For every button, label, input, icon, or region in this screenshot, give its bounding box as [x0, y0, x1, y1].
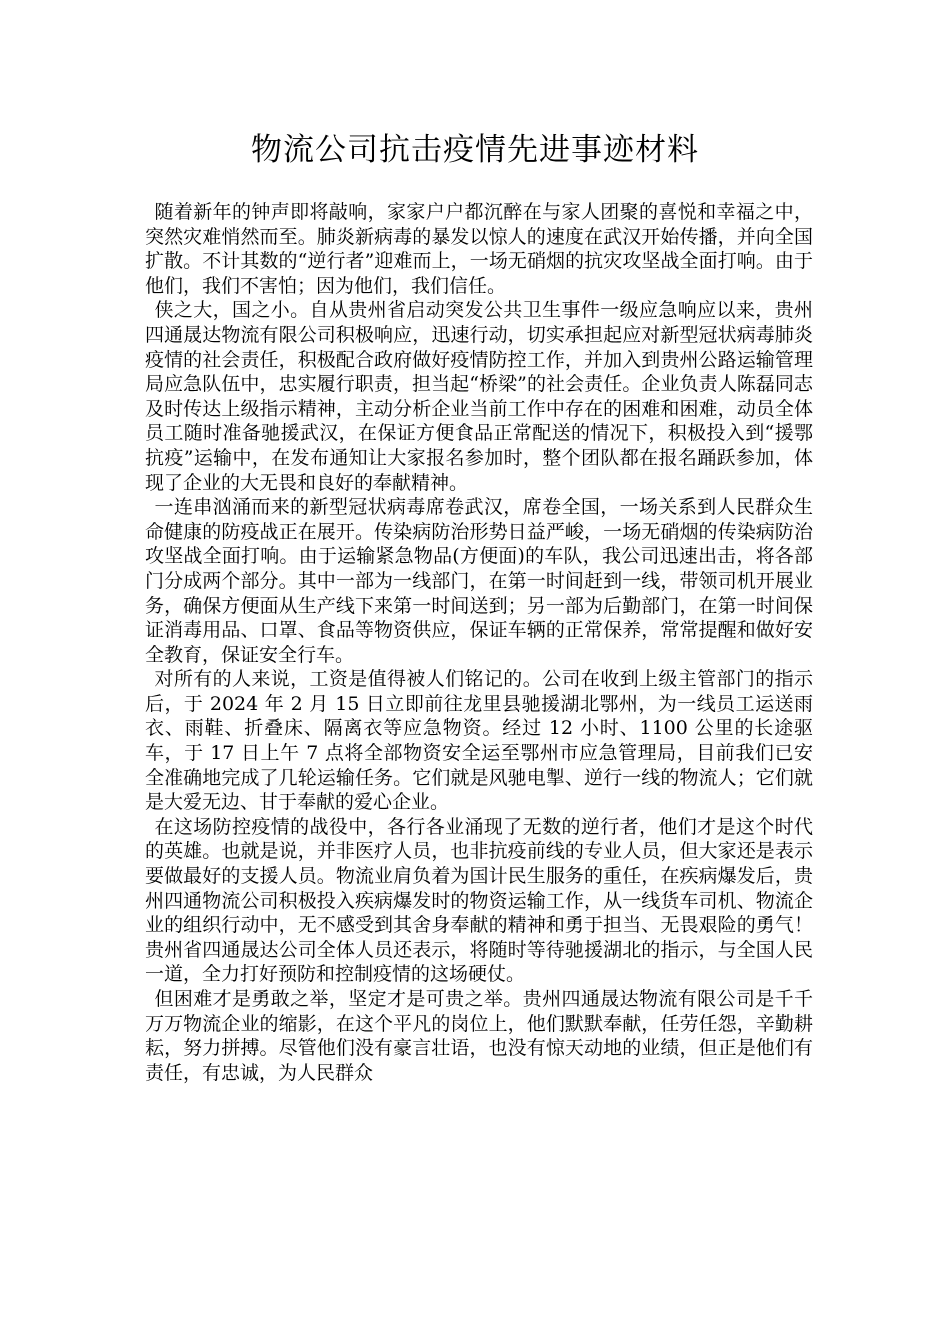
paragraph-5: 在这场防控疫情的战役中，各行各业涌现了无数的逆行者，他们才是这个时代的英雄。也就是说，并非医疗人员，也非抗疫前线的专业人员，但大家还是表示要做最好的支援人员。物流业肩负着为国计民生服务的重任，在疾病爆发后，贵州四通物流公司积极投入疾病爆发时的物资运输工作，从一线货车司机、物流企业的组织行动中，无不感受到其舍身奉献的精神和勇于担当、无畏艰险的勇气！贵州省四通晟达公司全体人员还表示，将随时等待驰援湖北的指示，与全国人民一道，全力打好预防和控制疫情的这场硬仗。 [145, 815, 813, 986]
document-title: 物流公司抗击疫情先进事迹材料 [251, 132, 699, 168]
paragraph-6: 但困难才是勇敢之举，坚定才是可贵之举。贵州四通晟达物流有限公司是千千万万物流企业的缩影，在这个平凡的岗位上，他们默默奉献，任劳任怨，辛勤耕耘，努力拼搏。尽管他们没有豪言壮语，也没有惊天动地的业绩，但正是他们有责任，有忠诚，为人民群众 [145, 988, 813, 1084]
document-body [145, 200, 813, 1085]
paragraph-4: 对所有的人来说，工资是值得被人们铭记的。公司在收到上级主管部门的指示后，于 2024 年 2 月 15 日立即前往龙里县驰援湖北鄂州，为一线员工运送雨衣、雨鞋、折叠床、隔离衣等应急物资。经过 12 小时、1100 公里的长途驱车，于 17 日上午 7 点将全部物资安全运至鄂州市应急管理局，目前我们已安全准确地完成了几轮运输任务。它们就是风驰电掣、逆行一线的物流人；它们就是大爱无边、甘于奉献的爱心企业。 [145, 668, 813, 814]
paragraph-2: 侠之大，国之小。自从贵州省启动突发公共卫生事件一级应急响应以来，贵州四通晟达物流有限公司积极响应，迅速行动，切实承担起应对新型冠状病毒肺炎疫情的社会责任，积极配合政府做好疫情防控工作，并加入到贵州公路运输管理局应急队伍中，忠实履行职责，担当起“桥梁”的社会责任。企业负责人陈磊同志及时传达上级指示精神，主动分析企业当前工作中存在的困难和困难，动员全体员工随时准备驰援武汉，在保证方便食品正常配送的情况下，积极投入到“援鄂抗疫”运输中，在发布通知让大家报名参加时，整个团队都在报名踊跃参加，体现了企业的大无畏和良好的奉献精神。 [145, 299, 813, 494]
paragraph-1: 随着新年的钟声即将敲响，家家户户都沉醉在与家人团聚的喜悦和幸福之中，突然灾难悄然而至。肺炎新病毒的暴发以惊人的速度在武汉开始传播，并向全国扩散。不计其数的“逆行者”迎难而上，一场无硝烟的抗灾攻坚战全面打响。由于他们，我们不害怕；因为他们，我们信任。 [145, 201, 813, 297]
paragraph-3: 一连串汹涌而来的新型冠状病毒席卷武汉，席卷全国，一场关系到人民群众生命健康的防疫战正在展开。传染病防治形势日益严峻，一场无硝烟的传染病防治攻坚战全面打响。由于运输紧急物品(方便面)的车队，我公司迅速出击，将各部门分成两个部分。其中一部为一线部门，在第一时间赶到一线，带领司机开展业务，确保方便面从生产线下来第一时间送到；另一部为后勤部门，在第一时间保证消毒用品、口罩、食品等物资供应，保证车辆的正常保养，常常提醒和做好安全教育，保证安全行车。 [145, 496, 813, 666]
